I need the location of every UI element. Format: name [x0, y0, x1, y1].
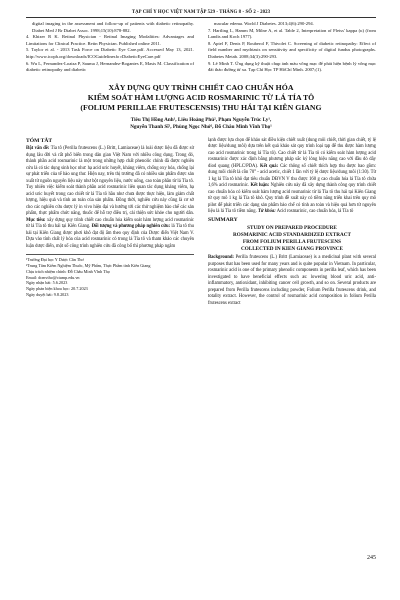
summary-paragraph [208, 255, 376, 307]
summary-title [208, 225, 376, 253]
summary-title-line: STUDY ON PREPARED PROCEDURE [247, 225, 337, 232]
keywords-text: Acid rosmarinic, cao chuẩn hóa, lá Tía tô [276, 209, 354, 215]
reference-item: digital imaging in the assessment and follow-up of patients with diabetic retinopathy. Diabet Med J Br Diabet Assoc. 1998;15(10):878-882. [32, 21, 194, 33]
reference-item: 9. Lê Minh T. Ứng dụng kỹ thuật chụp ảnh màu võng mạc để phát hiện bệnh lý võng mạc đái tháo đường từ xa. Tạp Chí Học TP HồChí Minh. 2007;(1). [208, 60, 376, 73]
author-list [26, 117, 376, 132]
paragraph-label: Kết quả: [260, 163, 279, 169]
abstract-heading: TÓM TẮT [26, 137, 53, 144]
reference-item: 8. Aptel F, Denis P, Rouberol F, Thivolet C. Screening of diabetic retinopathy: Effect of field number and mydriasis on sensitivity and specificity of digital fundus photographs. Diabetes Metab. 2008;34(3):290-293. [208, 40, 376, 59]
paragraph-text: lạnh được lựa chọn để khảo sát điều kiện chiết xuất (dung môi chiết, thời gian chiết, tỷ lệ dược liệu/dung môi) dựa trên kết quả khảo sát quy trình loại tạp để thu được hàm lượng cao acid rosmarinic trong lá Tía tô). Cao chiết từ lá Tía tô có kiểm soát hàm lượng acid rosmarinic được xác định bằng phương pháp sắc ký lỏng hiệu năng cao với đầu dò dãy diod quang (HPLC/PDA). [208, 137, 376, 169]
footnotes [26, 254, 194, 297]
abstract-paragraph [26, 146, 194, 250]
reference-item: 6. Wu L, Fernandez-Loaiza P, Sauma J, Hernandez-Bogantes E, Masis M. Classification of diabetic retinopathy and diabetic [26, 60, 194, 73]
footnote-date: Ngày phản biện khoa học: 20.7.2023 [26, 285, 88, 291]
paragraph-label: Đặt vấn đề: [26, 146, 50, 152]
references-right-column [208, 21, 376, 74]
summary-title-line: FROM FOLIUM PERILLA FRUTESCENS [242, 239, 342, 246]
paragraph-label: Mục tiêu: [26, 217, 46, 223]
keywords-label: Từ khóa: [257, 209, 276, 215]
article-title [26, 83, 376, 113]
paragraph-text: xây dựng quy trình chiết cao chuẩn hóa kiểm soát hàm lượng acid rosmarinic từ lá Tía tô thu hái tại Kiên Giang. [26, 217, 194, 230]
references-section [26, 18, 376, 74]
footnote-date: Ngày nhận bài: 5.6.2023 [26, 280, 68, 286]
body-left-column [26, 138, 194, 309]
footnote-email: Email: dcmvtho@ctump.edu.vn [26, 274, 80, 280]
paragraph-label: Kết luận: [250, 183, 270, 189]
abstract-paragraph [208, 138, 376, 216]
authors-line: Nguyễn Thanh Sĩ¹, Phùng Ngọc Nhớ², Đỗ Châu Minh Vĩnh Thọ¹ [130, 124, 272, 131]
reference-item: 5. Taylor et al. - 2013 Task Force on Diabetic Eye Care.pdf. Accessed May 13, 2021. http://www.icoph.org/downloads/ICOGuidelinesfo rDiabeticEyeCare.pdf [26, 47, 194, 59]
article-body [26, 138, 376, 309]
reference-item: 4. Khizer R K. Retinal Physician - Retinal Imaging Modalities: Advantages and Limitations for Clinical Practice. Retin Physician. Published online 2011. [26, 34, 194, 46]
title-line: KIỂM SOÁT HÀM LƯỢNG ACID ROSMARINIC TỪ LÁ TÍA TÔ [87, 92, 315, 102]
footnote-date: Ngày duyệt bài: 9.8.2023 [26, 291, 69, 297]
page-number: 245 [367, 555, 376, 561]
footnote-corresponding: Chịu trách nhiệm chính: Đỗ Châu Minh Vĩnh Thọ [26, 268, 110, 274]
footnote-affiliation: ¹Trường Đại học Y Dược Cần Thơ [26, 257, 84, 263]
paragraph-text: Nghiên cứu này đã xây dựng thành công quy trình chiết cao chuẩn hóa có kiểm soát hàm lượng acid rosmarinic từ lá Tía tô thu hái tại Kiên Giang từ quy mô 1 kg lá Tía tô khô. Quy trình đề xuất này có tiềm năng triển khai trên quy mô pilot để phát triển các dạng sản phẩm bào chế có tính an toàn và hiệu quả hơn từ nguyên liệu là lá Tía tô tiềm năng. [208, 183, 376, 215]
reference-item: macular edema. World J Diabetes. 2013;4(6):290-294. [214, 21, 314, 26]
body-right-column [208, 138, 376, 309]
paragraph-text: lá Tía tô thu hái tại Kiên Giang được phơi khô đạt độ ẩm theo quy định của Dược điển Việt Nam V. Dựa vào tính chất lý hóa của acid rosmarinic có trong lá Tía tô và tham khảo các chuyên luận dược điển, một số công trình nghiên cứu đã công bố thì phương pháp ngâm [26, 224, 194, 249]
authors-line: Tiêu Thị Hồng Anh¹, Liêu Hoàng Phú², Phạm Nguyễn Trúc Ly¹, [130, 116, 272, 123]
summary-heading: SUMMARY [208, 216, 238, 223]
title-line: (FOLIUM PERILLAE FRUTESCENSIS) THU HÁI TẠI KIÊN GIANG [80, 102, 322, 112]
journal-page [26, 10, 376, 592]
title-line: XÂY DỰNG QUY TRÌNH CHIẾT CAO CHUẨN HÓA [108, 82, 294, 92]
paragraph-text: Các thông số chiết thích hợp thu được bao gồm: dung môi chiết là cồn 70° - acid acetic, chiết 1 lần với tỷ lệ dược liệu/dung môi (1:30). Từ 1 kg lá Tía tô khô đạt tiêu chuẩn DĐVN V thu được 160 g cao chuẩn hóa lá Tía tô chứa 1,6% acid rosmarinic. [208, 163, 376, 189]
paragraph-text: Tía tô (Perilla frutescens (L.) Britt, Lamiaceae) là loài dược liệu đã được sử dụng lâu đời và rất phổ biến trong dân gian Việt Nam với nhiều công dụng. Trong đó, thành phần acid rosmarinic là một trong những hợp chất phenolic chính đã được nghiên cứu là có tác dụng sinh học như: hạ acid uric huyết, kháng viêm, chống oxy hóa, chống lại sự phát triển của tế bào ung thư. Hiện nay, trên thị trường đã có nhiều sản phẩm được sản xuất từ nguồn nguyên liệu này như bột nguyên liệu, nước uống, cao toàn phần từ lá Tía tô. Tuy nhiên việc kiểm soát thành phần acid rosmarinic liên quan tác dụng kháng viêm, hạ acid uric huyết trong cao chiết từ lá Tía tô hầu như chưa được thực hiện, làm giảm chất lượng, hiệu quả và tính an toàn của sản phẩm. Đồng thời, nghiên cứu này cũng là cơ sở cho các nghiên cứu dược lý in vivo hiện đại và hướng tới các thử nghiệm bào chế các sản phẩm, thực phẩm chức năng, thuốc để hỗ trợ điều trị, cải thiện sức khỏe cho người dân. [26, 146, 195, 217]
summary-title-line: COLLECTED IN KIEN GIANG PROVINCE [240, 246, 344, 253]
running-header: TẠP CHÍ Y HỌC VIỆT NAM TẬP 529 - THÁNG 8 - SỐ 2 - 2023 [26, 10, 376, 18]
paragraph-label: Đối tượng và phương pháp nghiên cứu: [91, 224, 171, 230]
references-left-column [26, 21, 194, 74]
paragraph-text: Perilla frutescens (L.) Britt (Lamiaceae) is a medicinal plant with several purposes that has been used for many years and is quite popular in Vietnam. In particular, rosmarinic acid is one of the primary phenolic components in perilla leaf, which has been investigated to have beneficial effects such as: lowering blood uric acid, anti-inflammatory, antioxidant, inhibiting cancer cell growth, and so on. Several products are prepared from Perilla frutescens including powder, Folium Perilla frutescens drink, and totality extract. However, the control of rosmarinic acid composition in folium Perilla frutescens extract [208, 255, 376, 306]
reference-item: 7. Hartling L, Hamm M, Milne A, et al. Table 2, Interpretation of Fleiss' kappa (κ) (from Landis and Koch 1977). [208, 27, 376, 40]
summary-title-line: ROSMARINIC ACID STANDARDIZED EXTRACT [233, 232, 351, 239]
paragraph-label: Background: [208, 255, 234, 261]
footnote-affiliation: ²Trung Tâm Kiểm Nghiệm Thuốc, Mỹ Phẩm, Thực Phẩm tỉnh Kiên Giang [26, 263, 151, 269]
